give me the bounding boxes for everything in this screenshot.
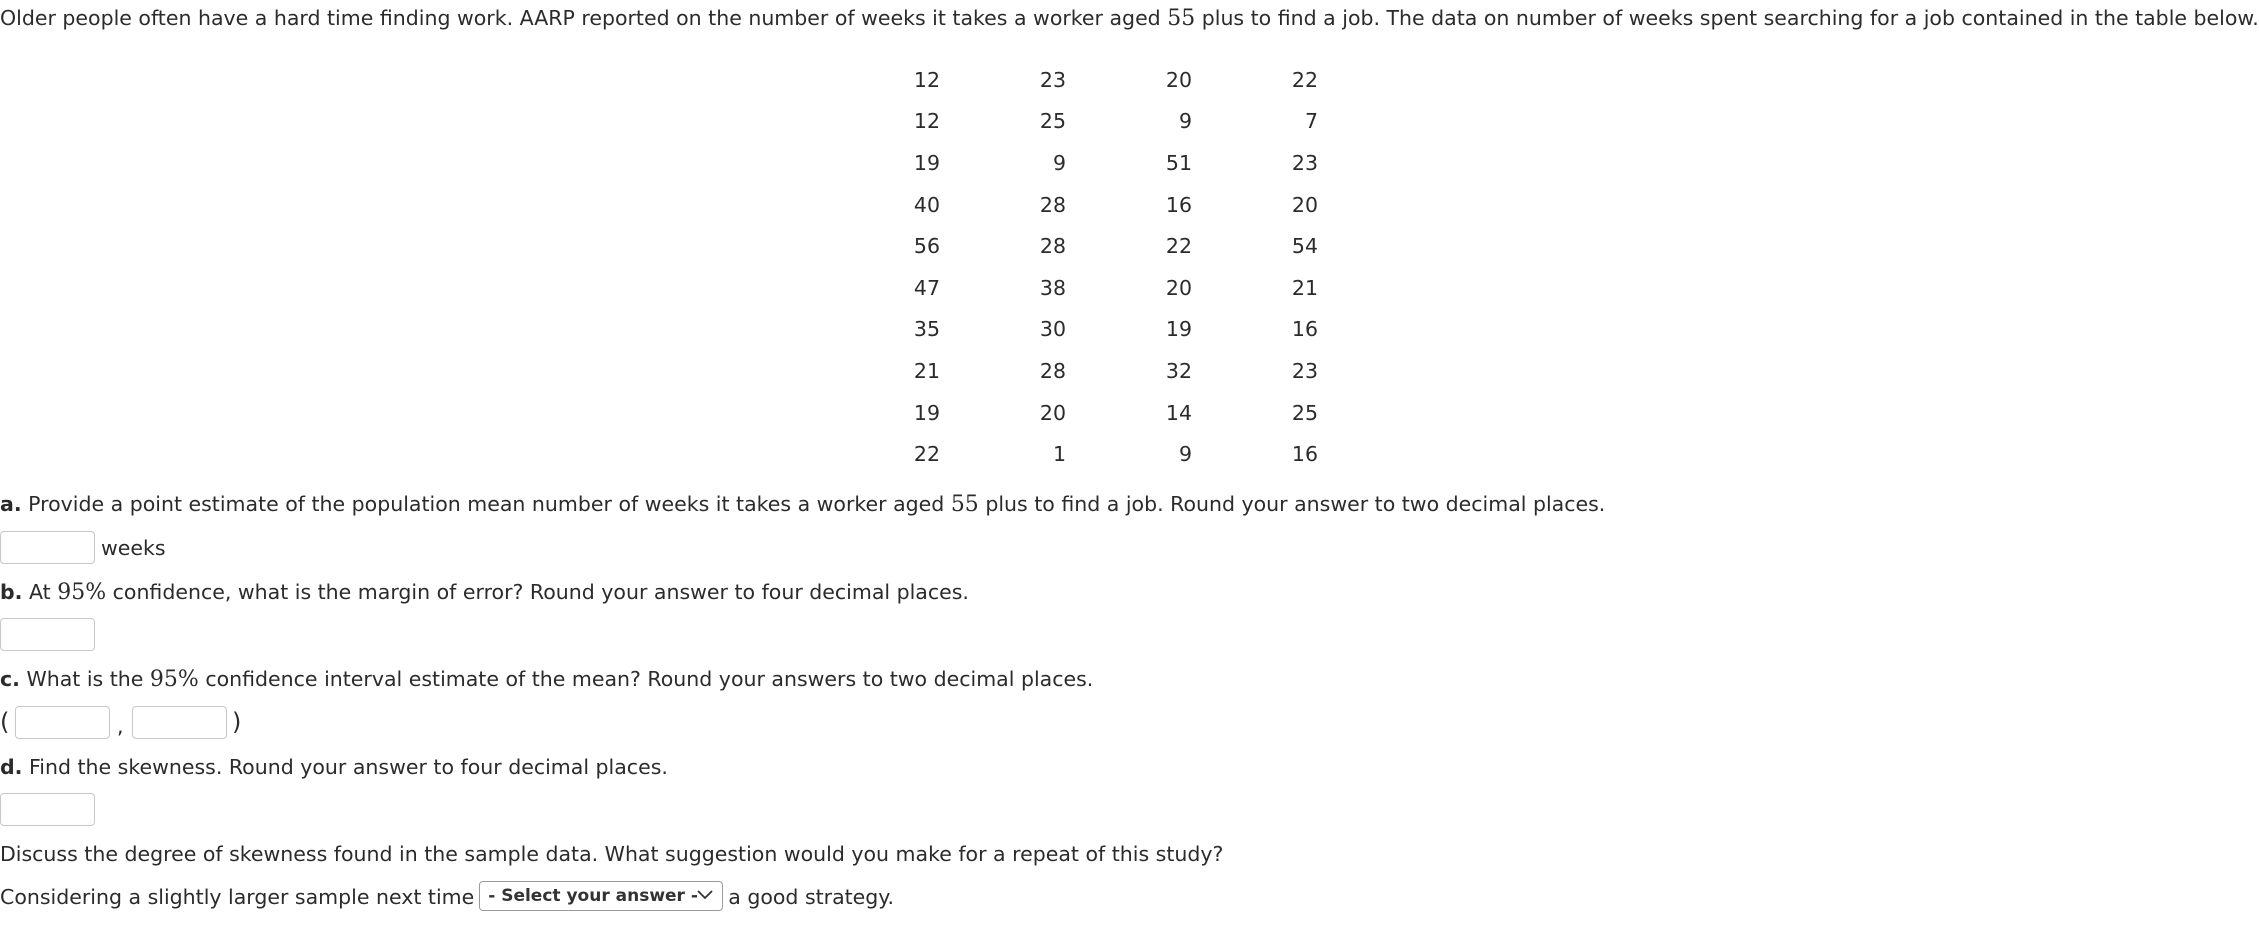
table-cell: 38 [1039,275,1066,300]
interval-lower-input[interactable] [15,706,110,739]
intro-text-before: Older people often have a hard time finding work. AARP reported on the number of weeks it takes a worker aged [0,6,1168,30]
table-cell: 25 [1039,109,1066,134]
table-cell: 20 [1165,275,1192,300]
strategy-select[interactable] [479,881,723,911]
table-row [852,350,1356,392]
interval-close-paren: ) [232,708,242,736]
table-cell: 20 [1039,400,1066,425]
table-cell: 20 [1165,67,1192,92]
table-row [852,433,1356,475]
table-row [852,267,1356,309]
table-cell: 16 [1165,192,1192,217]
table-cell: 40 [913,192,940,217]
question-b-confidence: 95% [57,580,107,605]
table-cell: 19 [913,150,940,175]
table-cell: 12 [913,109,940,134]
discussion-prompt: Discuss the degree of skewness found in the sample data. What suggestion would you make for a repeat of this study? [0,842,1224,866]
question-a-text-after: plus to find a job. Round your answer to two decimal places. [978,492,1606,516]
question-a-age: 55 [950,492,979,517]
strategy-sentence [0,883,894,913]
table-cell: 19 [913,400,940,425]
question-d-label: d. [0,755,23,779]
answer-a-input[interactable] [0,531,95,564]
question-a-label: a. [0,492,22,516]
table-cell: 21 [1291,275,1318,300]
question-c-text-before: What is the [19,667,150,691]
question-c [0,665,1093,694]
interval-upper-input[interactable] [132,706,227,739]
table-cell: 9 [1052,150,1066,175]
answer-b-input[interactable] [0,618,95,651]
table-cell: 12 [913,67,940,92]
chevron-down-icon [696,886,714,904]
table-cell: 16 [1291,442,1318,467]
table-row [852,309,1356,351]
table-cell: 1 [1052,442,1066,467]
table-cell: 54 [1291,234,1318,259]
table-row [852,101,1356,143]
table-cell: 23 [1291,358,1318,383]
answer-a-unit: weeks [101,536,166,560]
data-table-body [852,59,1356,475]
table-cell: 28 [1039,192,1066,217]
question-a-text-before: Provide a point estimate of the population mean number of weeks it takes a worker aged [21,492,951,516]
table-cell: 21 [913,358,940,383]
answer-d-input[interactable] [0,793,95,826]
table-row [852,225,1356,267]
question-b-label: b. [0,580,23,604]
interval-open-paren: ( [0,708,10,736]
question-b [0,578,969,607]
intro-text [0,4,2259,33]
strategy-text-after: a good strategy. [728,885,895,909]
table-cell: 35 [913,317,940,342]
table-cell: 9 [1178,442,1192,467]
table-cell: 32 [1165,358,1192,383]
interval-comma: , [117,714,124,738]
table-cell: 9 [1178,109,1192,134]
table-cell: 20 [1291,192,1318,217]
table-cell: 14 [1165,400,1192,425]
table-cell: 22 [1291,67,1318,92]
table-cell: 16 [1291,317,1318,342]
intro-text-after: plus to find a job. The data on number of weeks spent searching for a job contained in the table below. [1195,6,2259,30]
table-cell: 30 [1039,317,1066,342]
data-table [852,59,1356,475]
table-cell: 22 [913,442,940,467]
table-row [852,59,1356,101]
table-cell: 56 [913,234,940,259]
table-cell: 25 [1291,400,1318,425]
question-d-text: Find the skewness. Round your answer to four decimal places. [22,755,668,779]
question-c-text-after: confidence interval estimate of the mean? Round your answers to two decimal places. [198,667,1094,691]
table-cell: 23 [1291,150,1318,175]
table-cell: 19 [1165,317,1192,342]
question-b-text-after: confidence, what is the margin of error? Round your answer to four decimal places. [106,580,969,604]
table-row [852,142,1356,184]
strategy-select-label: - Select your answer - [488,886,698,906]
question-b-text-before: At [22,580,58,604]
question-d [0,753,668,781]
table-row [852,184,1356,226]
table-cell: 28 [1039,234,1066,259]
intro-age: 55 [1167,6,1196,31]
table-cell: 47 [913,275,940,300]
table-cell: 7 [1304,109,1318,134]
table-cell: 23 [1039,67,1066,92]
table-cell: 51 [1165,150,1192,175]
question-c-label: c. [0,667,20,691]
table-cell: 28 [1039,358,1066,383]
table-cell: 22 [1165,234,1192,259]
question-c-confidence: 95% [149,667,199,692]
table-row [852,392,1356,434]
question-a [0,490,1605,519]
strategy-text-before: Considering a slightly larger sample next time [0,885,475,909]
